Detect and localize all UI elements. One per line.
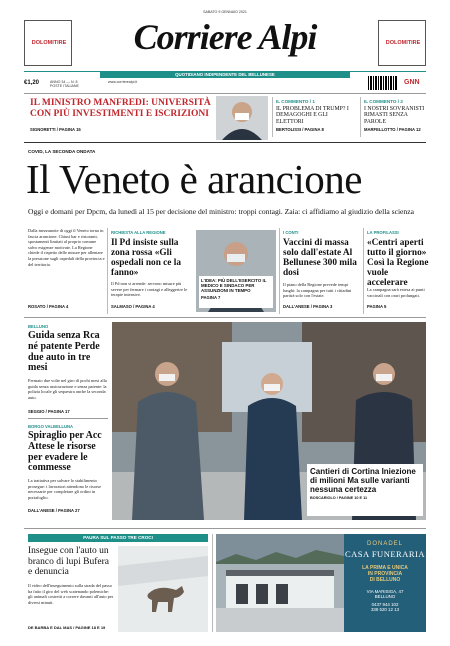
lupi-headline[interactable]: Insegue con l'auto un branco di lupi Bufera e denuncia: [28, 546, 109, 577]
masthead-tagline: QUOTIDIANO INDIPENDENTE DEL BELLUNESE: [100, 71, 350, 78]
lupi-byline: DE BARBA E DAL MAS / PAGINE 18 E 19: [28, 625, 106, 630]
commento2-headline[interactable]: I NOSTRI SOVRANISTI RIMASTI SENZA PAROLE: [364, 106, 425, 125]
commento1-headline[interactable]: IL PROBLEMA DI TRUMP? I DEMAGOGHI E GLI ELETTORI: [276, 106, 349, 125]
main-subhead: Oggi e domani per Dpcm, da lunedì al 15 per decisione del ministro: troppi contagi. Zaia: ci affidiamo al giudizio della scienza: [28, 207, 414, 216]
vaccini-byline: DALL'ANESE / PAGINA 3: [283, 304, 333, 309]
ad-city: BELLUNO: [374, 594, 396, 600]
photo-caption-text: L'IDEA: PIÙ DELL'ESERCITO IL MEDICO E SINDACO PER ASSUNZIONI IN TEMPO: [201, 278, 267, 293]
politics-teaser-byline: SIGNORETTI / PAGINA 15: [30, 127, 81, 132]
commento2-byline: MARFELLOTTO / PAGINA 12: [364, 127, 421, 132]
website[interactable]: www.corrierealpi.it: [108, 80, 138, 84]
ad-address: VIA MARISIGA, 47: [366, 589, 404, 594]
politics-teaser-headline[interactable]: IL MINISTRO MANFREDI: UNIVERSITÀ CON PIÙ INVESTIMENTI E ISCRIZIONI: [30, 98, 211, 119]
ad-dolomitire-left[interactable]: [24, 20, 72, 66]
belluno-kicker: BELLUNO: [28, 324, 49, 329]
masthead-date: SABATO 9 GENNAIO 2021: [203, 10, 247, 14]
valbelluna-byline: DALL'ANESE / PAGINA 27: [28, 508, 80, 513]
funeral-home-photo: [216, 534, 344, 632]
main-body-text: Dalla mezzanotte di oggi il Veneto torna in fascia arancione. Chiusi bar e ristoranti, spostamenti limitati al proprio comune salvo esigenze motivate. La Regione chiede il rispetto delle misure per allentare la pressione sugli ospedali della provincia e del territorio.: [28, 228, 105, 267]
cortina-photo: [112, 322, 426, 520]
regione-byline: SALMASO / PAGINA 4: [111, 304, 155, 309]
vaccini-headline[interactable]: Vaccini di massa solo dall'estate Al Bellunese 300 mila dosi: [283, 238, 357, 278]
profilassi-headline[interactable]: «Centri aperti tutto il giorno» Così la Regione vuole accelerare: [367, 238, 429, 288]
belluno-byline: SEGGIO / PAGINA 17: [28, 409, 70, 414]
gnn-logo: GNN: [404, 79, 420, 86]
funeral-ad[interactable]: [344, 534, 426, 632]
masthead-title: Corriere Alpi: [133, 17, 317, 57]
ad-phone1: 0437 944 102: [371, 601, 399, 607]
photo-caption-box: [199, 276, 273, 308]
belluno-body: Fermato due volte nel giro di pochi mesi alla guida senza assicurazione e senza patente: la polizia locale gli sequestra anche la seconda auto.: [28, 378, 107, 400]
ad-brand: DONADEL: [366, 541, 403, 547]
main-kicker: COVID, LA SECONDA ONDATA: [28, 149, 96, 154]
commento2-kicker: IL COMMENTO / 2: [364, 99, 403, 104]
main-byline: ROSATO / PAGINA 4: [28, 304, 69, 309]
ad-line2: IN PROVINCIA: [367, 571, 403, 577]
regione-kicker: RICHIESTA ALLA REGIONE: [111, 230, 166, 235]
cortina-caption-box: [307, 464, 423, 516]
photo-caption-page: PAGINA 7: [201, 295, 221, 300]
commento1-kicker: IL COMMENTO / 1: [276, 99, 315, 104]
ad-title: CASA FUNERARIA: [345, 549, 425, 559]
wolf-photo: [118, 546, 208, 632]
commento1-byline: BERTOLISSI / PAGINA 8: [276, 127, 324, 132]
valbelluna-body: La trattativa per salvare lo stabilimento prosegue: i lavoratori attendono le risorse necessarie per completare gli ordini in portafoglio.: [28, 478, 102, 500]
vaccini-body: Il piano della Regione prevede tempi lunghi: la campagna per tutti i cittadini partirà solo con l'estate.: [283, 282, 352, 299]
belluno-headline[interactable]: Guida senza Rca né patente Perde due auto in tre mesi: [28, 330, 100, 374]
edition-info: ANNO 34 — N. 8 POSTE ITALIANE: [50, 80, 79, 89]
lupi-body: Il video dell'inseguimento sulla strada del passo ha fatto il giro del web scatenando polemiche: gli animali costretti a correre davanti all'auto per diversi minuti.: [28, 583, 114, 605]
profilassi-body: La campagna sarà estesa ai punti vaccinali con orari prolungati.: [367, 287, 425, 298]
ad-line3: DI BELLUNO: [369, 577, 401, 583]
regione-body: Il Pd non si arrende: servono misure più severe per fermare i contagi e alleggerire le terapie intensive.: [111, 281, 188, 298]
price: €1,20: [24, 80, 40, 86]
lupi-kicker: PAURA SUL PASSO TRE CROCI: [28, 534, 208, 542]
cortina-byline: BOSCARIOLO / PAGINE 10 E 11: [310, 496, 368, 500]
barcode-icon: [368, 76, 398, 90]
ad-dolomitire-right[interactable]: [378, 20, 426, 66]
valbelluna-headline[interactable]: Spiraglio per Acc Attese le risorse per evadere le commesse: [28, 430, 102, 474]
minister-portrait: [216, 96, 268, 140]
profilassi-byline: PAGINA 5: [367, 304, 387, 309]
main-headline[interactable]: Il Veneto è arancione: [26, 156, 362, 202]
dolomitire-logo-right: DOLOMITIRE: [385, 40, 421, 46]
doctor-photo: [196, 230, 276, 312]
dolomitire-logo-left: DOLOMITIRE: [31, 40, 67, 46]
ad-phone2: 338 520 12 13: [370, 607, 400, 613]
ad-line1: LA PRIMA E UNICA: [362, 565, 408, 571]
regione-headline[interactable]: Il Pd insiste sulla zona rossa «Gli ospedali non ce la fanno»: [111, 238, 181, 278]
valbelluna-kicker: BORGO VALBELLUNA: [28, 424, 74, 429]
profilassi-kicker: LA PROFILASSI: [367, 230, 399, 235]
vaccini-kicker: I CONTI: [283, 230, 299, 235]
cortina-headline[interactable]: Cantieri di Cortina Iniezione di milioni Ma sulle varianti nessuna certezza: [310, 467, 416, 494]
